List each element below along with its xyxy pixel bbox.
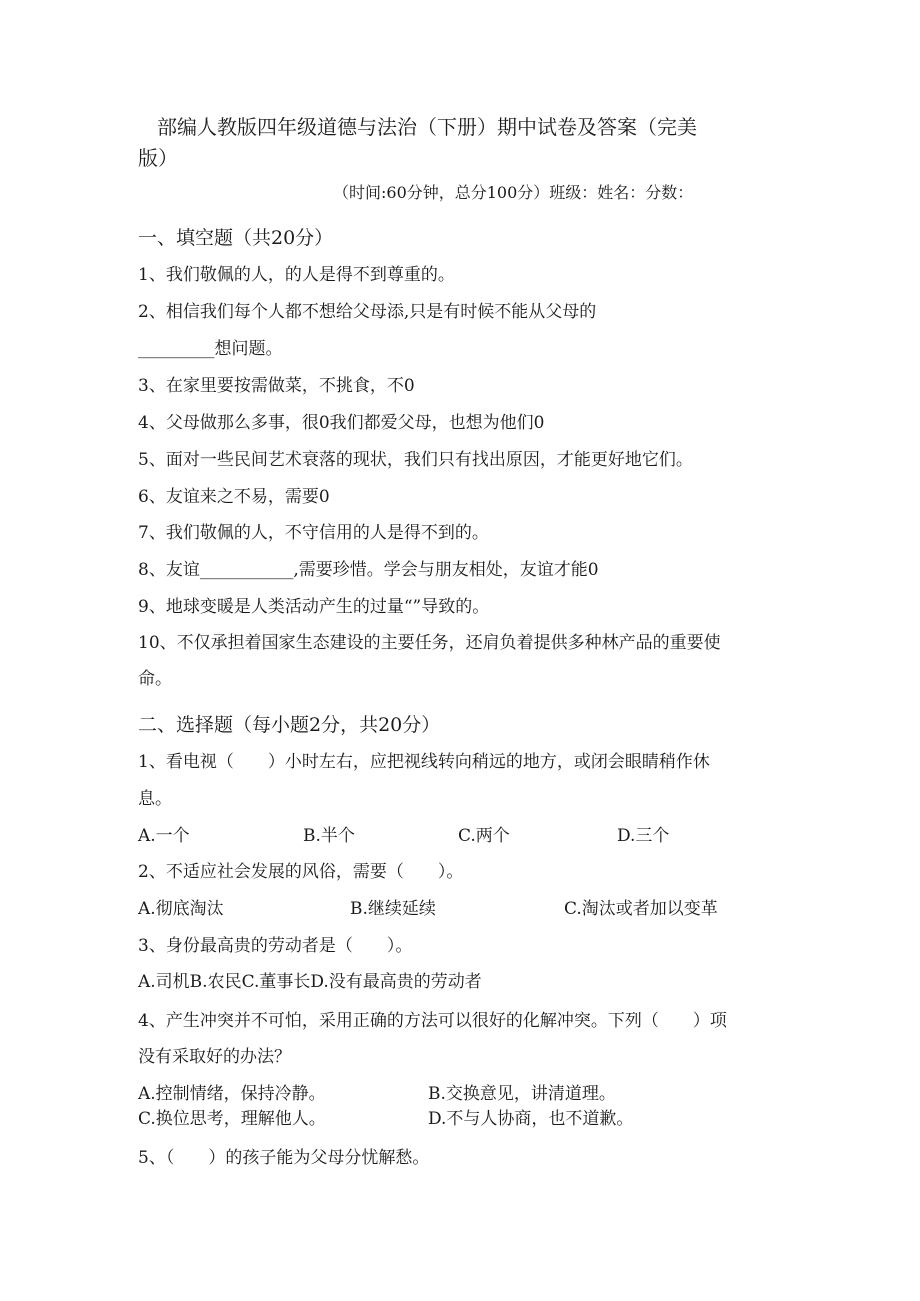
fill-question-8: 8、友谊___________,需要珍惜。学会与朋友相处，友谊才能0 (138, 560, 599, 580)
exam-info-line: （时间:60分钟，总分100分）班级：姓名：分数： (333, 183, 694, 202)
choice-question-2: 2、不适应社会发展的风俗，需要（ ）。 (138, 862, 464, 882)
fill-question-2-line-1: 2、相信我们每个人都不想给父母添,只是有时候不能从父母的 (138, 302, 597, 322)
choice-question-3: 3、身份最高贵的劳动者是（ ）。 (138, 936, 413, 956)
fill-question-5: 5、面对一些民间艺术衰落的现状，我们只有找出原因，才能更好地它们。 (138, 450, 693, 470)
choice-4-option-a: A.控制情绪，保持冷静。 (138, 1084, 326, 1104)
fill-question-7: 7、我们敬佩的人，不守信用的人是得不到的。 (138, 523, 489, 543)
choice-question-4-line-1: 4、产生冲突并不可怕，采用正确的方法可以很好的化解冲突。下列（ ）项 (138, 1011, 727, 1031)
choice-question-5: 5、（ ）的孩子能为父母分忧解愁。 (138, 1148, 430, 1168)
document-title-line-1: 部编人教版四年级道德与法治（下册）期中试卷及答案（完美 (157, 115, 697, 139)
fill-question-10-line-1: 10、不仅承担着国家生态建设的主要任务，还肩负着提供多种林产品的重要使 (138, 633, 721, 653)
choice-1-option-b: B.半个 (303, 826, 355, 846)
choice-2-option-b: B.继续延续 (350, 899, 436, 919)
choice-1-option-c: C.两个 (458, 826, 510, 846)
choice-question-1-line-1: 1、看电视（ ）小时左右，应把视线转向稍远的地方，或闭会眼睛稍作休 (138, 752, 710, 772)
fill-question-3: 3、在家里要按需做菜，不挑食，不0 (138, 376, 415, 396)
choice-2-option-a: A.彻底淘汰 (138, 899, 224, 919)
section-2-heading: 二、选择题（每小题2分，共20分） (138, 714, 441, 736)
fill-question-1: 1、我们敬佩的人，的人是得不到尊重的。 (138, 265, 455, 285)
document-title-line-2: 版） (138, 146, 178, 170)
choice-3-options: A.司机B.农民C.董事长D.没有最高贵的劳动者 (138, 972, 482, 992)
choice-1-option-d: D.三个 (617, 826, 670, 846)
choice-4-option-c: C.换位思考，理解他人。 (138, 1109, 326, 1129)
choice-question-4-line-2: 没有采取好的办法？ (138, 1047, 291, 1067)
fill-question-9: 9、地球变暖是人类活动产生的过量“”导致的。 (138, 597, 490, 617)
fill-question-4: 4、父母做那么多事，很0我们都爱父母，也想为他们0 (138, 413, 545, 433)
fill-question-2-line-2: _________想问题。 (138, 339, 283, 359)
choice-question-1-line-2: 息。 (138, 789, 172, 809)
fill-question-6: 6、友谊来之不易，需要0 (138, 487, 330, 507)
choice-4-option-b: B.交换意见，讲清道理。 (428, 1084, 616, 1104)
choice-1-option-a: A.一个 (138, 826, 190, 846)
section-1-heading: 一、填空题（共20分） (138, 227, 334, 249)
choice-4-option-d: D.不与人协商，也不道歉。 (428, 1109, 634, 1129)
fill-question-10-line-2: 命。 (138, 669, 172, 689)
choice-2-option-c: C.淘汰或者加以变革 (564, 899, 718, 919)
